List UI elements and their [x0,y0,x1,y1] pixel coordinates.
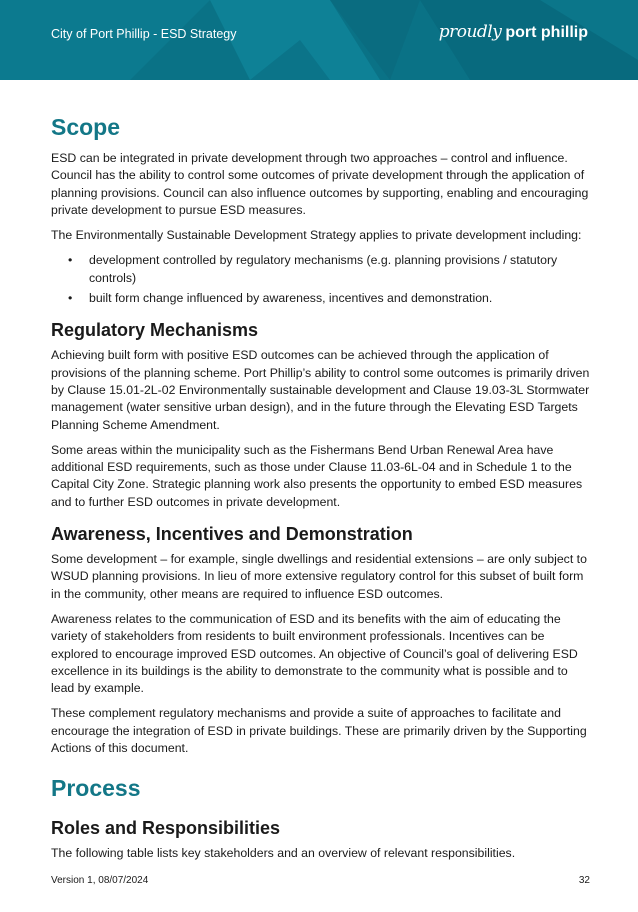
regulatory-paragraph-1: Achieving built form with positive ESD outcomes can be achieved through the application of provisions of the planning scheme. Port Phillip’s ability to control some outcomes is primarily driven by Clause 15.01-2L-02 Environmentally sustainable development and Clause 19.03-3L Stormwater management (water sensitive urban design), and in the future through the Elevating ESD Targets Planning Scheme Amendment. [51,348,590,432]
awareness-paragraph-2: Awareness relates to the communication of ESD and its benefits with the aim of educating the variety of stakeholders from residents to built environment professionals. Incentives can be explored to encourage improved ESD outcomes. An objective of Council’s goal of delivering ESD excellence in its buildings is the ability to demonstrate to the community what is possible and to lead by example. [51,611,578,696]
awareness-heading: Awareness, Incentives and Demonstration [51,524,413,545]
scope-bullet-list [51,252,591,307]
page-content [51,110,591,863]
regulatory-heading: Regulatory Mechanisms [51,320,259,341]
scope-paragraph-1: ESD can be integrated in private development through two approaches – control and influence. Council has the ability to control some outcomes of private development through the application of planning provisions. Council can also influence outcomes by supporting, enabling and encouraging private development to pursue ESD measures. [51,151,589,217]
logo-bold-text: port phillip [505,24,588,41]
regulatory-paragraph-2: Some areas within the municipality such as the Fishermans Bend Urban Renewal Area have additional ESD requirements, such as those under Clause 11.03-6L-04 and in Schedule 1 to the Capital City Zone. Strategic planning work also presents the opportunity to embed ESD measures and to further ESD outcomes in private development. [51,442,583,509]
header-banner [0,0,638,80]
version-text: Version 1, 08/07/2024 [51,875,149,886]
roles-heading: Roles and Responsibilities [51,818,281,839]
scope-heading: Scope [51,114,121,140]
list-item: • development controlled by regulatory mechanisms (e.g. planning provisions / statutory controls) [51,252,591,287]
roles-paragraph-1: The following table lists key stakeholders and an overview of relevant responsibilities. [51,846,516,861]
scope-paragraph-2: The Environmentally Sustainable Development Strategy applies to private development including: [51,228,582,243]
awareness-paragraph-3: These complement regulatory mechanisms and provide a suite of approaches to facilitate and encourage the integration of ESD in private buildings. These are primarily driven by the Supporting Actions of this document. [51,706,587,756]
document-title: City of Port Phillip - ESD Strategy [51,27,237,41]
logo-script-text: proudly [438,22,502,42]
port-phillip-logo [439,22,588,42]
awareness-paragraph-1: Some development – for example, single dwellings and residential extensions – are only subject to WSUD planning provisions. In lieu of more extensive regulatory control for this subset of built form in the community, other means are required to influence ESD outcomes. [51,552,587,601]
page-number: 32 [578,875,590,886]
list-item: • built form change influenced by awareness, incentives and demonstration. [51,290,591,307]
process-heading: Process [51,775,141,802]
